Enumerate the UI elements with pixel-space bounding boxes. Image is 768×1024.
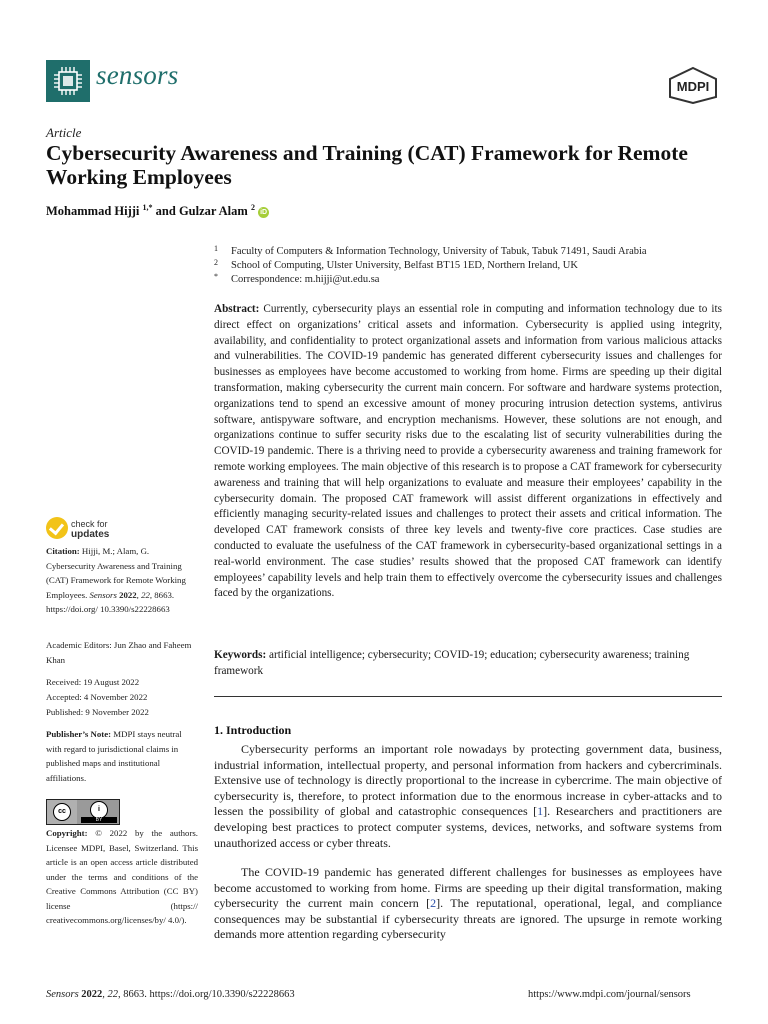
author-list [46, 203, 269, 219]
footer-doi[interactable]: , 8663. https://doi.org/10.3390/s22228663 [118, 989, 295, 1000]
publisher-note-text: MDPI stays neutral with regard to jurisdictional claims in published maps and institutional affiliations. [46, 729, 182, 783]
journal-logo-icon[interactable] [46, 60, 90, 102]
mdpi-logo-icon[interactable] [666, 66, 720, 104]
check-for-updates-button[interactable] [46, 517, 126, 543]
author-superscript: 2 [250, 203, 255, 212]
citation-text: Hijji, M.; Alam, G. Cybersecurity Awareness and Training (CAT) Framework for Remote Working Employees. [46, 546, 186, 600]
check-updates-line1: check for [71, 519, 108, 529]
correspondence-text[interactable]: Correspondence: m.hijji@ut.edu.sa [231, 274, 380, 285]
keywords-text: artificial intelligence; cybersecurity; COVID-19; education; cybersecurity awareness; training framework [214, 649, 690, 677]
published-date: Published: 9 November 2022 [46, 707, 149, 717]
publisher-note [46, 727, 198, 785]
mdpi-logo-text: MDPI [676, 79, 710, 94]
attribution-person-icon: i [90, 801, 108, 819]
citation-label: Citation: [46, 546, 80, 556]
abstract-text: Currently, cybersecurity plays an essential role in computing and information technology due to its direct effect on organizations’ critical assets and information. Cybersecurity is applied using integrity, availability, and confidentiality to protect organizational assets and information from various malicious attacks and vulnerabilities. The COVID-19 pandemic has generated different cybersecurity issues and challenges for businesses as employees have become accustomed to working from home. Firms are speeding up their digital transformation, making cybersecurity the current main concern. For software and hardware systems protection, organizations tend to spend an excessive amount of money procuring intrusion detection systems, antivirus software, antispyware software, and encryption mechanisms. However, these solutions are not enough, and organizations continue to suffer security risks due to the escalating list of security vulnerabilities during the COVID-19 pandemic. There is a thriving need to provide a cybersecurity awareness and training framework for remote working employees. The main objective of this research is to propose a CAT framework for cybersecurity awareness and training that will help organizations to evaluate and measure their employees’ capability in the cybersecurity domain. The proposed CAT framework will assist different organizations in effectively and efficiently managing security-related issues and challenges to protect their assets and critical information. The developed CAT framework consists of three key levels and twenty-five core practices. Case studies are conducted to evaluate the usefulness of the CAT framework in cybersecurity-based organizational settings in a real-world environment. The case studies’ results showed that the proposed CAT framework can identify employees’ capability levels and help train them to effectively overcome the cybersecurity issues and challenges faced by the organizations. [214, 303, 722, 600]
affiliation-number: 2 [214, 258, 218, 267]
footer-volume: , 22 [102, 989, 119, 1000]
orcid-icon[interactable]: iD [260, 209, 268, 217]
abstract [214, 302, 722, 602]
citation-year: 2022 [116, 589, 137, 600]
footer-journal: Sensors [46, 989, 79, 1000]
copyright-label: Copyright: [46, 828, 88, 838]
affiliation-number: 1 [214, 244, 218, 253]
author-name[interactable]: Mohammad Hijji [46, 204, 140, 219]
author-name[interactable]: Gulzar Alam [178, 204, 248, 219]
cc-by-label: BY [81, 817, 117, 823]
check-updates-line2: updates [71, 529, 110, 540]
check-updates-label [71, 519, 109, 540]
paragraph-text: ]. The reputational, operational, legal, and compliance consequences may be substantial if cybersecurity threats are ignored. The upsurge in remote working demands more attention regarding cybersecurity [214, 896, 722, 942]
affiliation-text: Faculty of Computers & Information Technology, University of Tabuk, Tabuk 71491, Saudi Arabia [231, 246, 647, 257]
paper-title: Cybersecurity Awareness and Training (CAT) Framework for Remote Working Employees [46, 141, 688, 189]
affiliation-number: * [214, 272, 218, 281]
divider [214, 696, 722, 697]
received-date: Received: 19 August 2022 [46, 677, 140, 687]
cc-by-license-icon[interactable] [46, 799, 120, 825]
citation-journal: Sensors [89, 589, 117, 600]
paragraph-text: ]. Researchers and practitioners are developing best practices to protect computer systems, devices, networks, and software systems from unauthorized access or cyber threats. [214, 804, 722, 850]
check-icon [46, 517, 68, 539]
author-superscript: 1,* [142, 203, 153, 212]
cc-icon: cc [53, 803, 71, 821]
article-type: Article [46, 125, 82, 140]
paragraph-text: The COVID-19 pandemic has generated different challenges for businesses as employees have become accustomed to working from home. Firms are speeding up their digital transformation, making cybersecurity the current main concern [ [214, 865, 722, 911]
accepted-date: Accepted: 4 November 2022 [46, 692, 148, 702]
intro-paragraph-2 [214, 865, 722, 943]
keywords-label: Keywords: [214, 649, 267, 661]
abstract-label: Abstract: [214, 303, 260, 315]
copyright-block [46, 826, 198, 928]
footer-citation [46, 989, 295, 1000]
keywords [214, 647, 722, 679]
journal-name[interactable]: sensors [96, 60, 179, 90]
footer-journal-url[interactable]: https://www.mdpi.com/journal/sensors [528, 989, 691, 1000]
author-conjunction: and [152, 204, 179, 219]
paragraph-text: Cybersecurity performs an important role nowadays by protecting government data, business, industrial information, intellectual property, and personal information from hackers and cybercriminals. Extensive use of technology is directly proportional to the increase in cybercrime. The main objective of cybersecurity is, therefore, to protect information due to the enormous increase in cyber-attacks and to lessen the possibility of global and catastrophic consequences [ [214, 742, 722, 819]
citation-doi[interactable]: , 8663. https://doi.org/ 10.3390/s22228663 [46, 589, 175, 614]
citation-block [46, 544, 198, 617]
intro-paragraph-1 [214, 742, 722, 851]
publisher-note-label: Publisher’s Note: [46, 729, 112, 739]
citation-link[interactable]: 2 [430, 896, 437, 911]
citation-link[interactable]: 1 [537, 804, 544, 819]
footer-year: 2022 [78, 989, 103, 1000]
affiliation-text: School of Computing, Ulster University, Belfast BT15 1ED, Northern Ireland, UK [231, 260, 578, 271]
copyright-text: © 2022 by the authors. Licensee MDPI, Basel, Switzerland. This article is an open access article distributed under the terms and conditions of the Creative Commons Attribution (CC BY) license (https:// creativecommons.org/licenses/by/ 4.0/). [46, 828, 198, 925]
academic-editors: Academic Editors: Jun Zhao and Faheem Khan [46, 640, 192, 665]
citation-volume: , 22 [136, 589, 150, 600]
section-heading: 1. Introduction [214, 723, 292, 737]
